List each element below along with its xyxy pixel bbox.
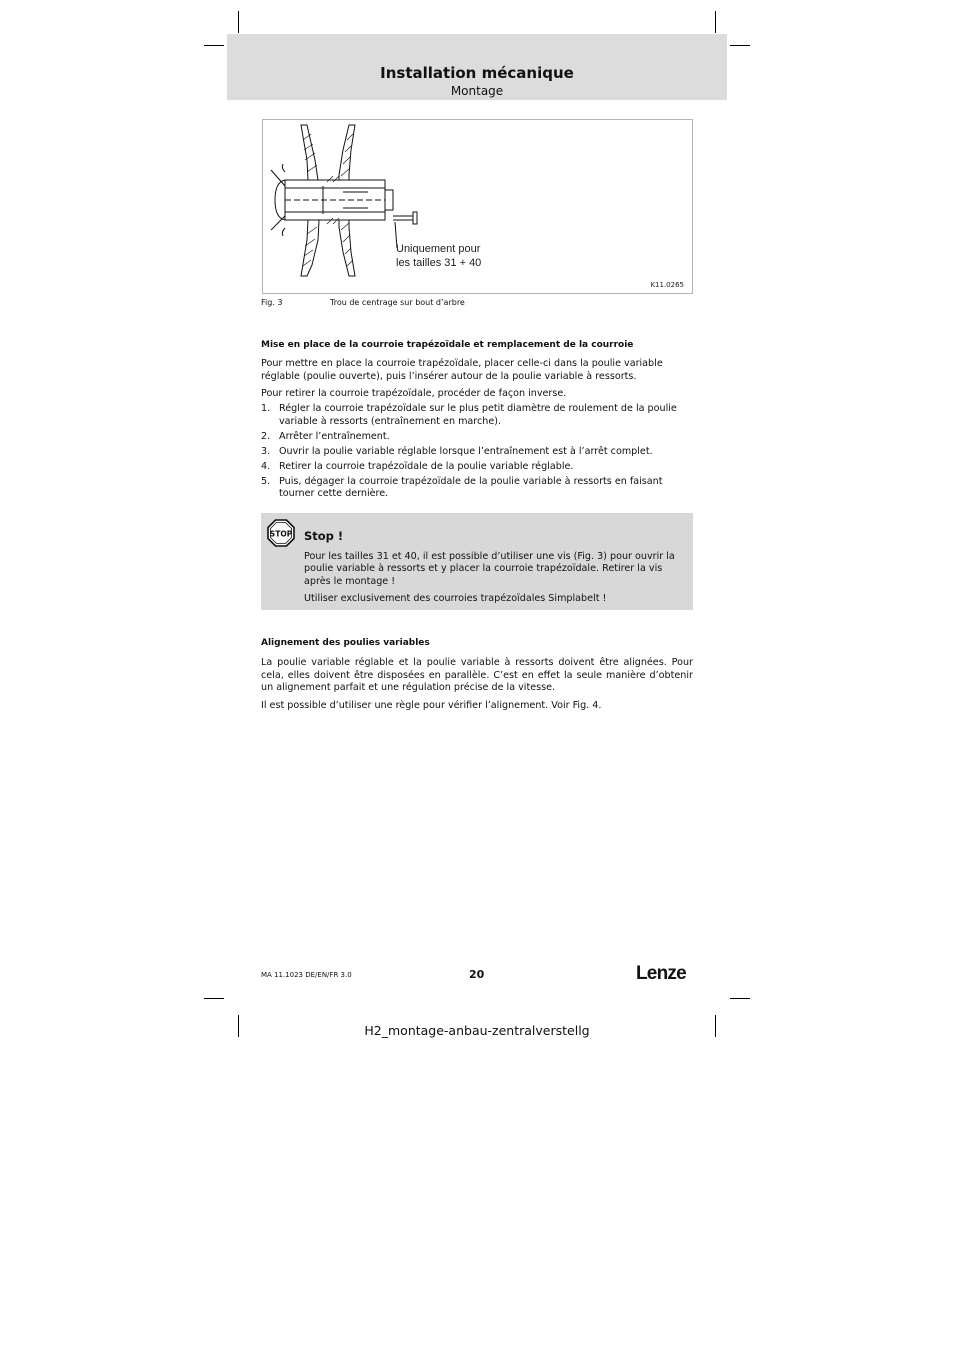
lenze-logo: Lenze xyxy=(636,963,686,984)
step-text: Régler la courroie trapézoïdale sur le plus petit diamètre de roulement de la poulie variable à ressorts (entraînement en marche). xyxy=(279,403,677,427)
step-number: 3. xyxy=(261,445,271,457)
page-number: 20 xyxy=(469,968,485,981)
list-item xyxy=(261,461,693,474)
file-label: H2_montage-anbau-zentralverstellg xyxy=(364,1023,590,1038)
figure-code: K11.0265 xyxy=(650,281,684,289)
stop-text-belts: Utiliser exclusivement des courroies trapézoïdales Simplabelt ! xyxy=(304,593,607,604)
stop-title: Stop ! xyxy=(304,529,344,543)
step-number: 2. xyxy=(261,430,271,442)
crop-mark xyxy=(715,11,716,33)
section-heading-belt: Mise en place de la courroie trapézoïdale et remplacement de la courroie xyxy=(261,340,634,350)
figure-caption-number: Fig. 3 xyxy=(261,298,283,307)
stop-warning-box xyxy=(261,513,693,610)
crop-mark xyxy=(204,45,224,46)
list-item xyxy=(261,446,693,459)
stop-icon xyxy=(267,519,295,547)
crop-mark xyxy=(730,45,750,46)
step-text: Puis, dégager la courroie trapézoïdale de la poulie variable à ressorts en faisant tourner cette dernière. xyxy=(279,475,663,499)
step-number: 4. xyxy=(261,460,271,472)
figure-caption-text: Trou de centrage sur bout d’arbre xyxy=(330,298,465,307)
list-item xyxy=(261,403,693,428)
page-title: Installation mécanique xyxy=(380,64,574,82)
document-reference: MA 11.1023 DE/EN/FR 3.0 xyxy=(261,971,352,979)
step-number: 1. xyxy=(261,403,271,414)
figure-note-line-2: les tailles 31 + 40 xyxy=(396,257,482,269)
paragraph-install: Pour mettre en place la courroie trapézoïdale, placer celle-ci dans la poulie variable réglable (poulie ouverte), puis l’insérer autour de la poulie variable à ressorts. xyxy=(261,358,663,382)
crop-mark xyxy=(204,998,224,999)
paragraph-remove: Pour retirer la courroie trapézoïdale, procéder de façon inverse. xyxy=(261,388,567,399)
step-number: 5. xyxy=(261,475,271,487)
step-text: Retirer la courroie trapézoïdale de la poulie variable réglable. xyxy=(279,460,574,472)
list-item xyxy=(261,476,693,501)
page-subtitle: Montage xyxy=(450,84,504,98)
figure-box xyxy=(262,119,693,294)
figure-note-line-1: Uniquement pour xyxy=(396,243,481,255)
section-heading-alignment: Alignement des poulies variables xyxy=(261,638,430,648)
header-band xyxy=(227,34,727,100)
stop-icon-text: STOP xyxy=(269,529,293,539)
step-text: Arrêter l’entraînement. xyxy=(279,430,390,442)
crop-mark xyxy=(238,11,239,33)
step-text: Ouvrir la poulie variable réglable lorsque l’entraînement est à l’arrêt complet. xyxy=(279,445,653,457)
paragraph-ruler: Il est possible d’utiliser une règle pour vérifier l’alignement. Voir Fig. 4. xyxy=(261,700,602,711)
paragraph-alignment: La poulie variable réglable et la poulie variable à ressorts doivent être alignées. Pour cela, elles doivent être disposées en parallèle. C’est en effet la seule manière d’obtenir un alignement parfait et une régulation précise de la vitesse. xyxy=(261,657,693,693)
figure-note xyxy=(396,242,481,270)
crop-mark xyxy=(730,998,750,999)
list-item xyxy=(261,431,693,444)
stop-text-screw: Pour les tailles 31 et 40, il est possible d’utiliser une vis (Fig. 3) pour ouvrir la poulie variable à ressorts et y placer la courroie trapézoïdale. Retirer la vis après le montage ! xyxy=(304,551,675,587)
steps-list xyxy=(261,403,693,503)
